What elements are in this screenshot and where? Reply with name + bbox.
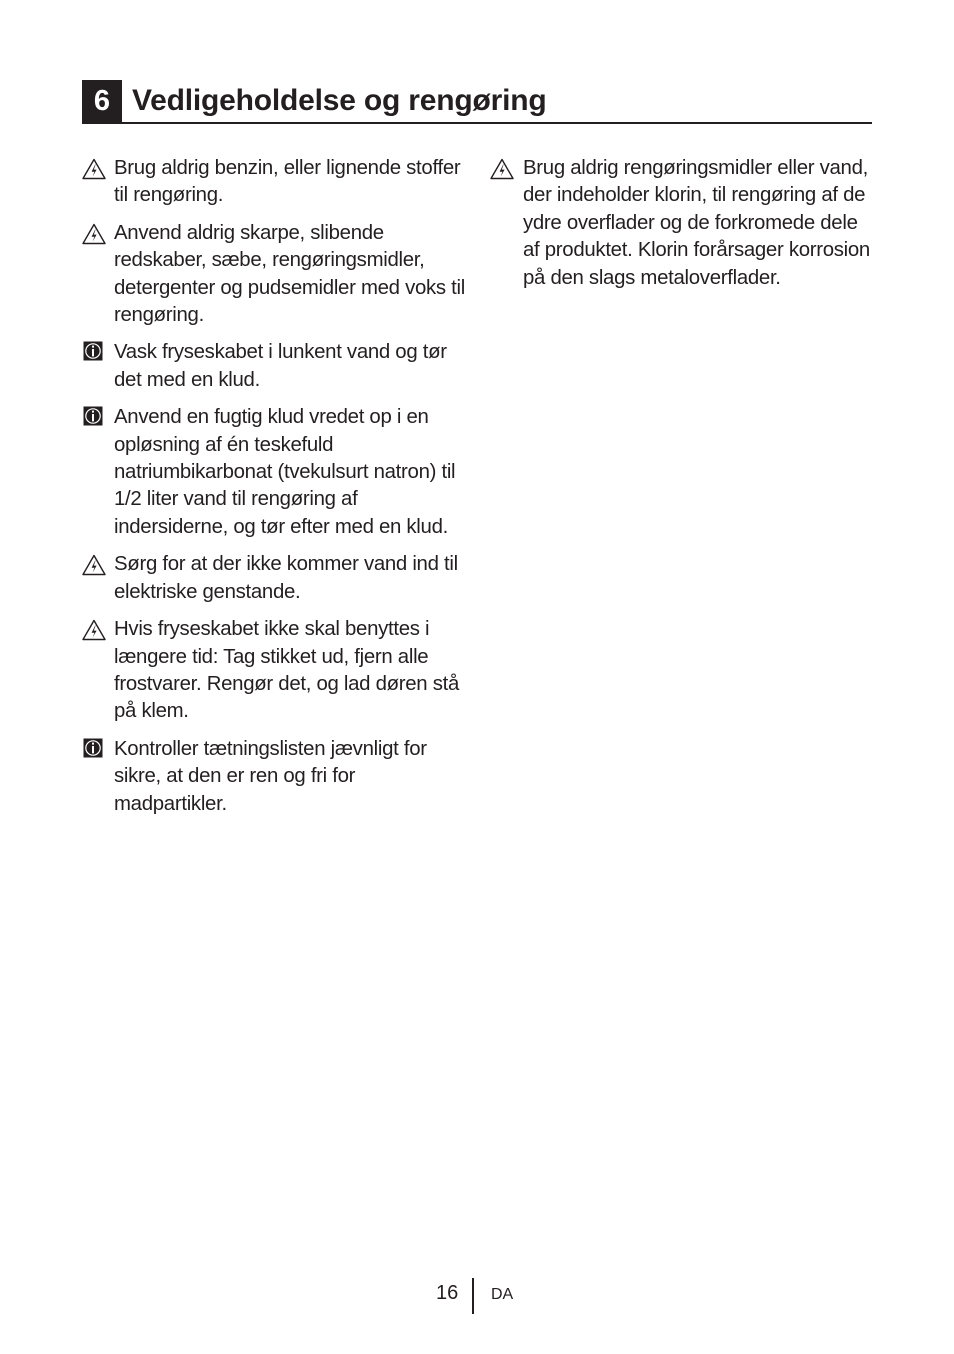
warning-icon	[82, 158, 106, 180]
list-item	[82, 736, 467, 818]
footer-divider	[472, 1278, 474, 1314]
item-text: Anvend en fugtig klud vredet op i en opløsning af én teskefuld natriumbikarbonat (tvekulsurt natron) til 1/2 liter vand til rengøring af indersiderne, og tør efter med en klud.	[114, 406, 456, 538]
language-code: DA	[491, 1286, 514, 1303]
item-text: Hvis fryseskabet ikke skal benyttes i længere tid: Tag stikket ud, fjern alle frostvarer. Rengør det, og lad døren stå på klem.	[114, 618, 460, 723]
list-item	[82, 155, 467, 210]
list-item	[82, 616, 467, 726]
item-text: Sørg for at der ikke kommer vand ind til elektriske genstande.	[114, 553, 458, 603]
list-item	[82, 551, 467, 606]
warning-icon	[82, 619, 106, 641]
list-item	[490, 155, 875, 292]
page-title: Vedligeholdelse og rengøring	[132, 84, 547, 117]
warning-icon	[490, 158, 514, 180]
list-item	[82, 220, 467, 330]
info-icon	[83, 341, 103, 361]
info-icon	[83, 738, 103, 758]
right-column	[490, 155, 875, 302]
item-text: Brug aldrig rengøringsmidler eller vand, der indeholder klorin, til rengøring af de ydre overflader og de forkromede dele af produktet. Klorin forårsager korrosion på den slags metaloverflader.	[523, 157, 870, 289]
info-icon	[83, 406, 103, 426]
warning-icon	[82, 554, 106, 576]
section-header	[82, 80, 872, 124]
item-text: Brug aldrig benzin, eller lignende stoffer til rengøring.	[114, 157, 461, 207]
list-item	[82, 339, 467, 394]
left-column	[82, 155, 467, 828]
list-item	[82, 404, 467, 541]
section-number: 6	[82, 80, 122, 122]
page-number: 16	[436, 1282, 459, 1304]
item-text: Vask fryseskabet i lunkent vand og tør det med en klud.	[114, 341, 447, 391]
warning-icon	[82, 223, 106, 245]
item-text: Anvend aldrig skarpe, slibende redskaber, sæbe, rengøringsmidler, detergenter og pudsemidler med voks til rengøring.	[114, 221, 465, 327]
item-text: Kontroller tætningslisten jævnligt for sikre, at den er ren og fri for madpartikler.	[114, 737, 427, 815]
